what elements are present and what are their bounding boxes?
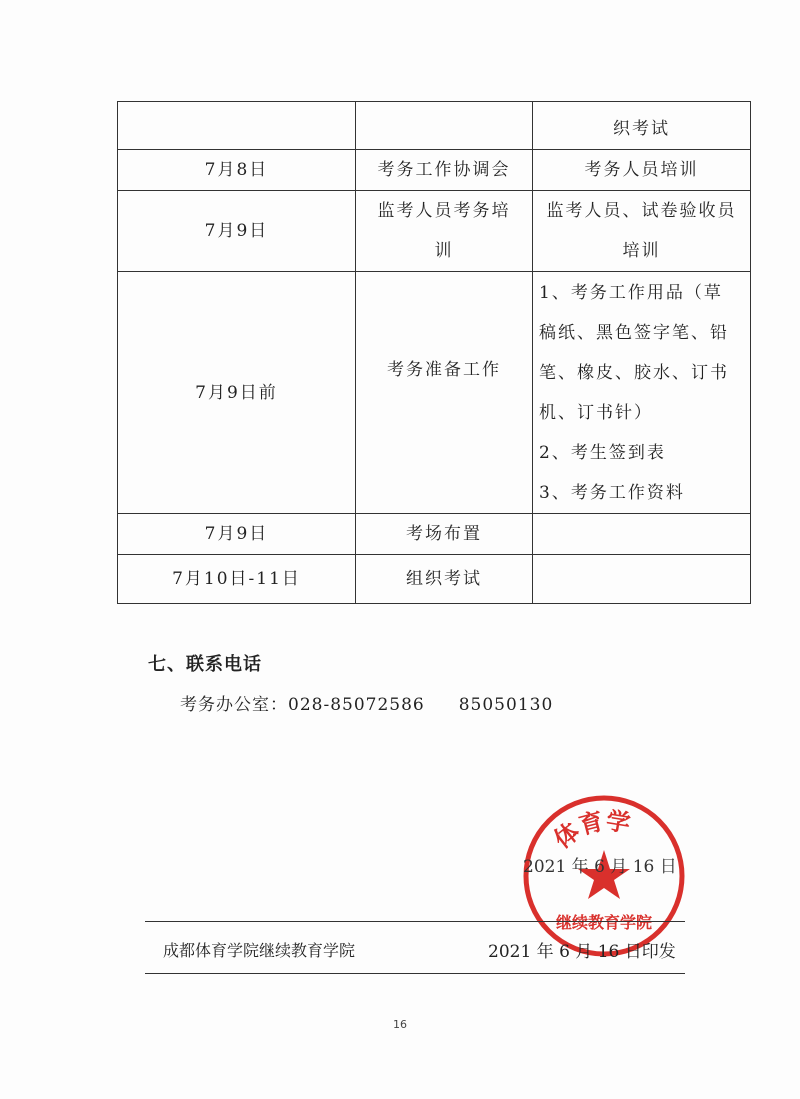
schedule-table	[117, 101, 751, 604]
content-cell	[533, 272, 751, 514]
table-row	[118, 272, 751, 514]
seal-bottom-text: 继续教育学院	[555, 913, 653, 932]
seal-top-text: 体育学	[548, 806, 633, 854]
content-line: 织考试	[613, 119, 670, 139]
date-cell: 7月9日	[118, 191, 356, 272]
contact-label: 考务办公室：	[180, 695, 288, 715]
phone-number: 028-85072586	[288, 695, 425, 715]
date-cell: 7月10日-11日	[118, 555, 356, 604]
item-cell: 组织考试	[356, 555, 533, 604]
table-row	[118, 514, 751, 555]
footer-issue-date: 2021 年 6 月 16 日印发	[488, 942, 676, 962]
content-line: 1、考务工作用品（草	[539, 282, 723, 303]
item-cell: 考场布置	[356, 514, 533, 555]
item-cell: 考务工作协调会	[356, 150, 533, 191]
date-cell: 7月9日	[118, 514, 356, 555]
footer-divider-bottom	[145, 973, 685, 974]
date-cell: 7月8日	[118, 150, 356, 191]
content-line: 机、订书针）	[539, 402, 653, 423]
content-cell	[533, 555, 751, 604]
sign-date: 2021 年 6 月 16 日	[523, 857, 677, 877]
footer-divider-top	[145, 921, 685, 922]
content-line: 监考人员、试卷验收员	[546, 201, 737, 221]
table-row	[118, 102, 751, 150]
item-cell	[356, 102, 533, 150]
table-row	[118, 191, 751, 272]
item-cell	[356, 191, 533, 272]
content-line: 稿纸、黑色签字笔、铅	[539, 322, 729, 343]
content-line: 笔、橡皮、胶水、订书	[539, 362, 729, 383]
content-cell: 考务人员培训	[533, 150, 751, 191]
section-title: 七、联系电话	[148, 654, 262, 675]
content-cell	[533, 514, 751, 555]
content-line: 2、考生签到表	[539, 442, 666, 463]
phone-number-2: 85050130	[458, 695, 554, 715]
item-line: 监考人员考务培	[377, 201, 511, 221]
table-row	[118, 555, 751, 604]
date-cell: 7月9日前	[118, 272, 356, 514]
item-line: 训	[434, 241, 454, 261]
content-cell	[533, 102, 751, 150]
content-line: 3、考务工作资料	[539, 482, 685, 503]
item-cell: 考务准备工作	[356, 272, 533, 514]
page-number: 16	[393, 1018, 407, 1031]
footer-organization: 成都体育学院继续教育学院	[163, 941, 356, 960]
content-cell	[533, 191, 751, 272]
contact-line	[180, 690, 553, 715]
date-cell	[118, 102, 356, 150]
table-row	[118, 150, 751, 191]
content-line: 培训	[622, 241, 661, 261]
